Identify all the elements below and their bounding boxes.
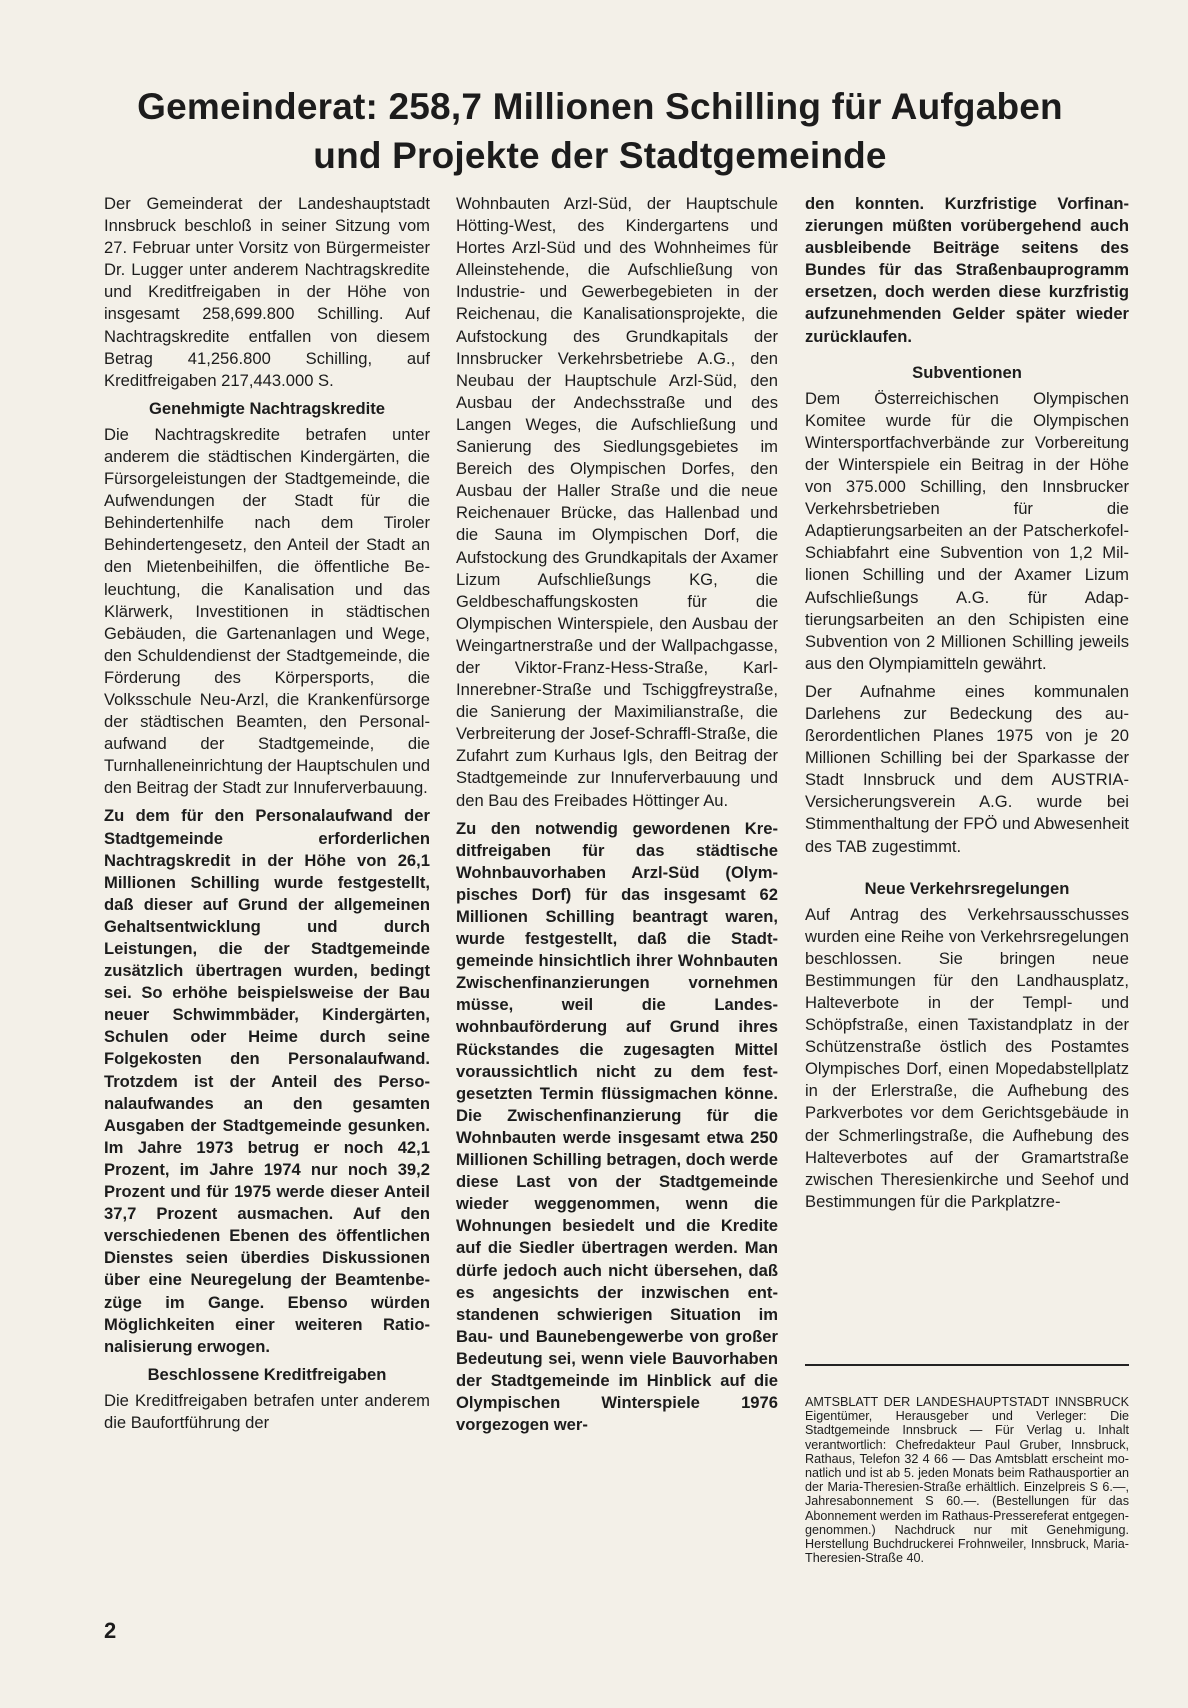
- section-heading-nachtragskredite: Genehmigte Nachtragskredite: [148, 398, 386, 418]
- kreditfreigaben-paragraph-continued: Wohnbauten Arzl-Süd, der Hauptschule Hötting-West, des Kindergartens und Hortes Arzl-Süd und des Wohnheimes für Alleinstehende, die Aufschließung von Industrie- und Gewerbegebieten in der Reichenau, die Kanalisationsprojekte, die Aufstockung des Grundkapitals der Innsbrucker Verkehrsbetriebe A.G., den Neubau der Hauptschule Arzl-Süd, den Ausbau der Andechsstraße und des Langen Weges, die Aufschließung und Sanierung des Siedlungsgebietes im Bereich des Olympischen Dorfes, den Ausbau der Haller Straße und die neue Reichenauer Brücke, das Hallenbad und die Sauna im Olympischen Dorf, die Aufstockung des Grundkapitals der Axamer Lizum Aufschließungs KG, die Geldbeschaffungskosten für die Olympischen Winterspiele, den Ausbau der Weingartnerstraße und der Wallpachgasse, der Viktor-Franz-Hess-Straße, Karl-Innerebner-Straße und Tschiggfreystraße, die Sanierung der Maximilianstraße, die Verbreiterung der Josef-Schraffl-Straße, die Zufahrt zum Kurhaus Igls, den Beitrag der Stadtgemeinde zur Innuferverbauung und den Bau des Freibades Höttinger Au.: [456, 194, 778, 810]
- article-column-3: [805, 193, 1129, 1219]
- darlehen-paragraph: Der Aufnahme eines kommunalen Darlehens zur Bedeckung des außerordentlichen Planes 1975 von je 20 Millionen Schilling bei der Sparkasse der Stadt Innsbruck und dem AUSTRIA-Versicherungsverein A.G. wurde bei Stimmenthaltung der FPÖ und Abwesenheit des TAB zugestimmt.: [805, 681, 1129, 856]
- nachtragskredite-paragraph: Die Nachtragskredite betrafen unter anderem die städtischen Kindergärten, die Fürsorgeleistungen der Stadtgemeinde, die Aufwendungen der Stadt für die Behindertenhilfe nach dem Tiroler Behindertengesetz, den Anteil der Stadt an den Mietenbeihilfen, die öffentliche Beleuchtung, die Kanalisation und das Klärwerk, Investitionen in städtischen Gebäuden, die Gartenanlagen und Wege, den Schuldendienst der Stadtgemeinde, die Förderung des Körpersports, die Volksschule Neu-Arzl, die Krankenfürsorge der städtischen Beamten, den Personalaufwand der Stadtgemeinde, die Turnhalleneinrichtung der Hauptschulen und den Beitrag der Stadt zur Innuferverbauung.: [104, 424, 430, 798]
- subventionen-paragraph: Dem Österreichischen Olympischen Komitee wurde für die Olympischen Wintersportfachverbände zur Vorbereitung der Winterspiele ein Beitrag in der Höhe von 375.000 Schilling, den Innsbrucker Verkehrsbetrieben für die Adaptierungsarbeiten an der Patscherkofel-Schiabfahrt eine Subvention von 1,2 Millionen Schilling und der Axamer Lizum Aufschließungs A.G. für Adaptierungsarbeiten an den Schipisten eine Subvention von 2 Millionen Schilling jeweils aus den Olympiamitteln gewährt.: [805, 388, 1129, 673]
- section-heading-verkehrsregelungen: Neue Verkehrsregelungen: [864, 878, 1070, 898]
- personalaufwand-paragraph: Zu dem für den Personalaufwand der Stadtgemeinde erforderlichen Nachtragskredit in der Höhe von 26,1 Millionen Schilling wurde festgestellt, daß dieser auf Grund der allgemeinen Gehaltsentwicklung und durch Leistungen, die der Stadtgemeinde zusätzlich übertragen wurden, bedingt sei. So erhöhe beispielsweise der Bau neuer Schwimmbäder, Kindergärten, Schulen oder Heime durch seine Folgekosten den Personalaufwand. Trotzdem ist der Anteil des Personalaufwandes an den gesamten Ausgaben der Stadtgemeinde gesunken. Im Jahre 1973 betrug er noch 42,1 Prozent, im Jahre 1974 nur noch 39,2 Prozent und für 1975 werde dieser Anteil 37,7 Prozent ausmachen. Auf den verschiedenen Ebenen des öffentlichen Dienstes seien überdies Diskussionen über eine Neuregelung der Beamtenbezüge im Gange. Ebenso würden Möglichkeiten einer weiteren Rationalisierung erwogen.: [104, 806, 430, 1356]
- wohnbau-paragraph-continued: den konnten. Kurzfristige Vorfinanzierungen müßten vorübergehend auch ausbleibende Beiträge seitens des Bundes für das Straßenbauprogramm ersetzen, doch werden diese kurzfristig aufzunehmenden Gelder später wieder zurücklaufen.: [805, 194, 1129, 346]
- page-number: 2: [104, 1618, 117, 1643]
- article-column-2: [456, 193, 778, 1442]
- imprint: AMTSBLATT DER LANDESHAUPTSTADT INNSBRUCK Eigentümer, Herausgeber und Verleger: Die Stadtgemeinde Innsbruck — Für Verlag u. Inhalt verantwortlich: Chefredakteur Paul Gruber, Innsbruck, Rathaus, Telefon 32 4 66 — Das Amtsblatt erscheint monatlich und ist ab 5. jeden Monats beim Rathausportier an der Maria-Theresien-Straße erhältlich. Einzelpreis S 6.—, Jahresabonnement S 60.—. (Bestellungen für das Abonnement werden im Rathaus-Pressereferat entgegengenommen.) Nachdruck nur mit Genehmigung. Herstellung Buchdruckerei Frohnweiler, Innsbruck, Maria-Theresien-Straße 40.: [805, 1395, 1129, 1566]
- verkehrsregelungen-paragraph: Auf Antrag des Verkehrsausschusses wurden eine Reihe von Verkehrsregelungen beschlossen. Sie bringen neue Bestimmungen für den Landhausplatz, Halteverbote in der Templ- und Schöpfstraße, einen Taxistandplatz in der Schützenstraße östlich des Postamtes Olympisches Dorf, einen Mopedabstellplatz in der Erlerstraße, die Aufhebung des Parkverbotes vor dem Gerichtsgebäude in der Schmerlingstraße, die Aufhebung des Halteverbotes auf der Gramartstraße zwischen Theresienkirche und Seehof und Bestimmungen für die Parkplatzre-: [805, 904, 1129, 1211]
- article-column-1: [104, 193, 430, 1440]
- intro-paragraph: Der Gemeinderat der Landeshauptstadt Innsbruck beschloß in seiner Sitzung vom 27. Februar unter Vorsitz von Bürgermeister Dr. Lugger unter anderem Nachtragskredite und Kreditfreigaben in der Höhe von insgesamt 258,699.800 Schilling. Auf Nachtragskredite entfallen von diesem Betrag 41,256.800 Schilling, auf Kreditfreigaben 217,443.000 S.: [104, 194, 430, 390]
- wohnbau-paragraph: Zu den notwendig gewordenen Kreditfreigaben für das städtische Wohnbauvorhaben Arzl-Süd (Olympisches Dorf) für das insgesamt 62 Millionen Schilling beantragt waren, wurde festgestellt, daß die Stadtgemeinde hinsichtlich ihrer Wohnbauten Zwischenfinanzierungen vornehmen müsse, weil die Landeswohnbauförderung auf Grund ihres Rückstandes die zugesagten Mittel voraussichtlich nicht zu dem festgesetzten Termin flüssigmachen könne. Die Zwischenfinanzierung für die Wohnbauten werde insgesamt etwa 250 Millionen Schilling betragen, doch werde diese Last von der Stadtgemeinde wieder weggenommen, wenn die Wohnungen besiedelt und die Kredite auf die Siedler übertragen werden. Man dürfe jedoch auch nicht übersehen, daß es angesichts der inzwischen entstandenen schwierigen Situation im Bau- und Baunebengewerbe von großer Bedeutung sei, wenn viele Bauvorhaben der Stadtgemeinde im Hinblick auf die Olympischen Winterspiele 1976 vorgezogen wer-: [456, 818, 778, 1435]
- section-heading-kreditfreigaben: Beschlossene Kreditfreigaben: [147, 1364, 387, 1384]
- section-heading-subventionen: Subventionen: [912, 362, 1022, 382]
- headline: [100, 82, 1100, 180]
- headline-line-2: und Projekte der Stadtgemeinde: [313, 135, 887, 176]
- kreditfreigaben-paragraph-start: Die Kreditfreigaben betrafen unter anderem die Baufortführung der: [104, 1390, 430, 1432]
- headline-line-1: Gemeinderat: 258,7 Millionen Schilling für Aufgaben: [137, 86, 1063, 127]
- imprint-divider: [805, 1364, 1129, 1366]
